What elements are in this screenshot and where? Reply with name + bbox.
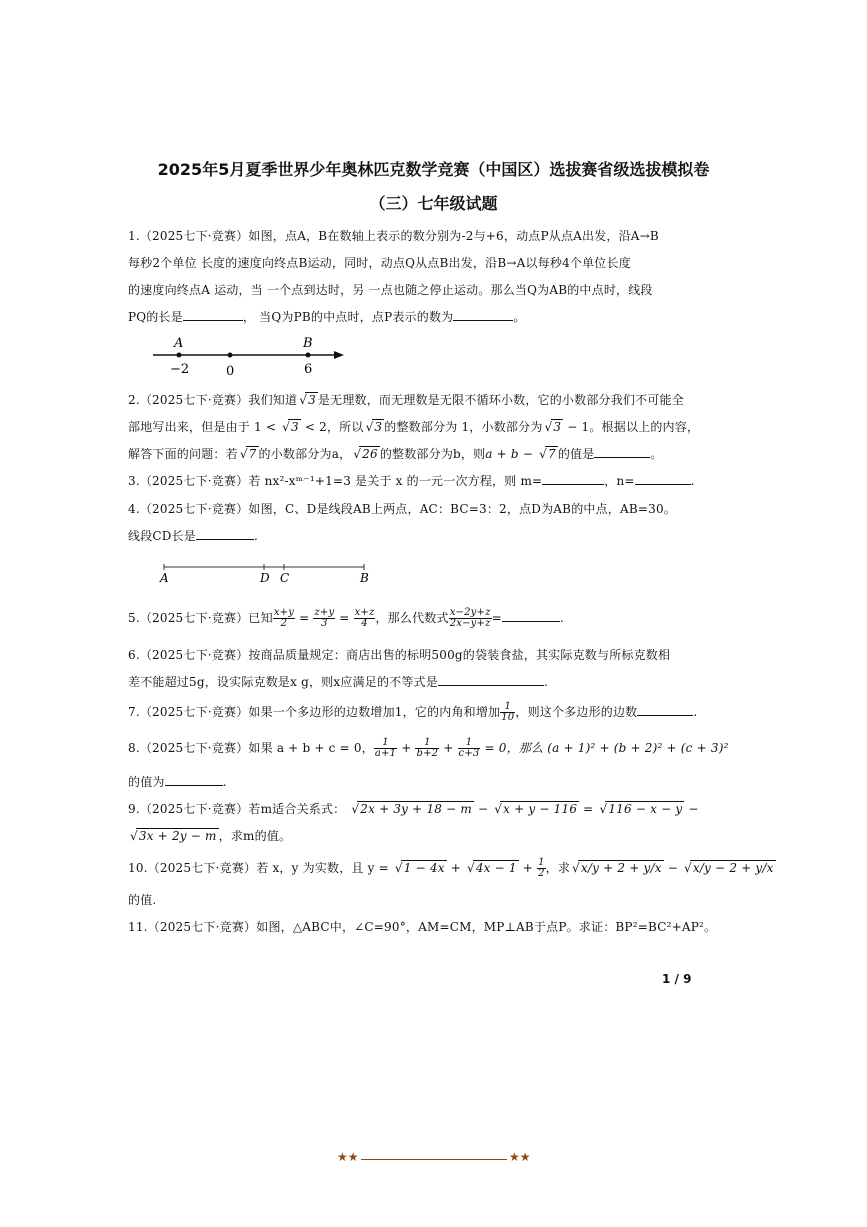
q10-line2: 的值. xyxy=(128,893,157,907)
q9-sqrt-2: √ x + y − 116 xyxy=(500,801,579,816)
star-icon: ★★ xyxy=(509,1150,531,1164)
q1-blank-2[interactable] xyxy=(453,309,513,321)
q5-fraction-3: $\frac{x+z}{4}$ xyxy=(354,607,375,629)
q9-text: ，求m的值。 xyxy=(218,829,292,843)
q1-tick-0: 0 xyxy=(226,364,235,379)
q2-text: 部地写出来，但是由于 1 < xyxy=(128,420,281,434)
q7-fraction: $\frac{1}{10}$ xyxy=(501,701,515,723)
q2-text: 的值是 xyxy=(557,447,595,461)
q4-line1: 4.（2025七下·竞赛）如图，C、D是线段AB上两点，AC：BC=3：2，点D为AB的中点，AB=30。 xyxy=(128,502,677,516)
q10-sqrt-1: √ 1 − 4x xyxy=(401,860,447,875)
q1-blank-1[interactable] xyxy=(183,309,243,321)
q9-sqrt-4: √ 3x + 2y − m xyxy=(136,828,219,843)
q3-line1 xyxy=(128,472,695,489)
star-icon: ★★ xyxy=(337,1150,359,1164)
q2-sqrt3: √ 3 xyxy=(288,419,301,434)
q5-blank[interactable] xyxy=(502,610,560,622)
q2-text: < 2，所以 xyxy=(300,420,364,434)
q2-sqrt3: √ 3 xyxy=(372,419,385,434)
q3-text: 3.（2025七下·竞赛）若 nx²-xᵐ⁻¹+1=3 是关于 x 的一元一次方程，则 m= xyxy=(128,474,543,488)
q9-text: 9.（2025七下·竞赛）若m适合关系式： xyxy=(128,802,350,816)
q10-sqrt-3: √ x/y + 2 + y/x xyxy=(578,860,664,875)
q3-text: ，n= xyxy=(604,474,635,488)
q11-line1: 11.（2025七下·竞赛）如图，△ABC中，∠C=90°，AM=CM，MP⊥AB于点P。求证：BP²=BC²+AP²。 xyxy=(128,920,717,934)
q1-number-line-figure xyxy=(148,333,348,379)
q8-fraction-2: $\frac{1}{b+2}$ xyxy=(416,737,439,759)
q5-fraction-1: $\frac{x+y}{2}$ xyxy=(273,607,295,629)
q10-fraction-half: $\frac{1}{2}$ xyxy=(538,857,545,879)
q6-text: 差不能超过5g，设实际克数是x g，则x应满足的不等式是 xyxy=(128,675,438,689)
q10-line1: 10.（2025七下·竞赛）若 x，y 为实数，且 y = √ 1 − 4x + √ 4x − 1 + $\frac{1}{2}$ ，求√ x/y + 2 + y/x − √ x/y − 2 + y/x xyxy=(128,858,776,879)
q9-line2 xyxy=(128,827,291,844)
q1-tick-a: −2 xyxy=(170,362,190,377)
q4-text: 线段CD长是 xyxy=(128,529,197,543)
q4-label-b: B xyxy=(360,571,369,585)
q7-blank[interactable] xyxy=(637,704,693,716)
q4-blank[interactable] xyxy=(196,528,254,540)
q4-text: . xyxy=(254,529,259,543)
footer-rule xyxy=(361,1159,507,1160)
q10-sqrt-2: √ 4x − 1 xyxy=(473,860,519,875)
q3-blank-n[interactable] xyxy=(635,473,691,485)
q8-fraction-3: $\frac{1}{c+3}$ xyxy=(458,737,480,759)
q9-sqrt-3: √ 116 − x − y xyxy=(605,801,684,816)
page-number: 1 / 9 xyxy=(662,972,692,986)
q7-text: 7.（2025七下·竞赛）如果一个多边形的边数增加1，它的内角和增加 xyxy=(128,705,501,719)
q6-line2: 差不能超过5g，设实际克数是x g，则x应满足的不等式是 . xyxy=(128,675,548,689)
exam-title-line2: （三）七年级试题 xyxy=(369,194,498,213)
q2-sqrt7: √ 7 xyxy=(545,446,558,461)
q5-fraction-4: $\frac{x-2y+z}{2x-y+z}$ xyxy=(449,607,491,629)
footer-ornament xyxy=(337,1150,533,1170)
q4-label-a: A xyxy=(160,571,169,585)
q4-label-c: C xyxy=(280,571,290,585)
q2-text: 。 xyxy=(650,447,663,461)
q7-line1: 7.（2025七下·竞赛）如果一个多边形的边数增加1，它的内角和增加 $\frac{1}{10}$ ，则这个多边形的边数 . xyxy=(128,701,698,723)
q1-text-b: ， 当Q为PB的中点时，点P表示的数为 xyxy=(242,310,454,324)
q7-text: ，则这个多边形的边数 xyxy=(515,705,638,719)
q2-sqrt3: √ 3 xyxy=(305,392,318,407)
q2-line3 xyxy=(128,445,663,462)
q10-text: 10.（2025七下·竞赛）若 x，y 为实数，且 y = xyxy=(128,861,393,875)
q5-text: ，那么代数式 xyxy=(375,611,449,625)
q9-sqrt-1: √ 2x + 3y + 18 − m xyxy=(357,801,474,816)
q1-label-a: A xyxy=(174,336,184,351)
q2-text: 2.（2025七下·竞赛）我们知道 xyxy=(128,393,298,407)
q2-line1 xyxy=(128,391,684,408)
q8-text: 8.（2025七下·竞赛）如果 a + b + c = 0， xyxy=(128,741,374,755)
q4-line2 xyxy=(128,527,258,544)
q2-text: − 1。根据以上的内容， xyxy=(563,420,700,434)
q3-blank-m[interactable] xyxy=(542,473,604,485)
q2-line2 xyxy=(128,418,699,435)
q4-label-d: D xyxy=(260,571,270,585)
q1-line1: 1.（2025七下·竞赛）如图，点A，B在数轴上表示的数分别为-2与+6，动点P从点A出发，沿A→B xyxy=(128,229,659,243)
q2-sqrt3: √ 3 xyxy=(551,419,564,434)
q8-line1: 8.（2025七下·竞赛）如果 a + b + c = 0， $\frac{1}{a+1}$ + $\frac{1}{b+2}$ + $\frac{1}{c+3}$ = 0，那么 (a + 1)² + (b + 2)² + (c + 3)² xyxy=(128,737,729,759)
q2-sqrt26: √ 26 xyxy=(359,446,380,461)
q1-text-c: 。 xyxy=(513,310,526,324)
q1-tick-b: 6 xyxy=(304,362,313,377)
q1-label-b: B xyxy=(303,336,313,351)
q2-text: 的小数部分为a， xyxy=(258,447,352,461)
q1-line2: 每秒2个单位 长度的速度向终点B运动，同时，动点Q从点B出发，沿B→A以每秒4个单位长度 xyxy=(128,256,631,270)
q2-text: 的整数部分为b，则 xyxy=(379,447,486,461)
q1-line4 xyxy=(128,308,526,325)
q5-text: 5.（2025七下·竞赛）已知 xyxy=(128,611,273,625)
q6-line1: 6.（2025七下·竞赛）按商品质量规定：商店出售的标明500g的袋装食盐，其实际克数与所标克数相 xyxy=(128,648,671,662)
q2-text: 是无理数，而无理数是无限不循环小数，它的小数部分我们不可能全 xyxy=(317,393,684,407)
q1-line3: 的速度向终点A 运动，当 一个点到达时，另 一点也随之停止运动。那么当Q为AB的中点时，线段 xyxy=(128,283,653,297)
q2-expression: a + b − xyxy=(485,447,538,461)
q2-sqrt7: √ 7 xyxy=(246,446,259,461)
q1-text-a: PQ的长是 xyxy=(128,310,183,324)
q6-blank[interactable] xyxy=(438,674,544,686)
q8-line2: 的值为 . xyxy=(128,775,227,789)
q10-sqrt-4: √ x/y − 2 + y/x xyxy=(690,860,776,875)
q2-text: 解答下面的问题：若 xyxy=(128,447,238,461)
q4-segment-figure xyxy=(156,560,376,586)
q2-blank[interactable] xyxy=(594,446,650,458)
q8-fraction-1: $\frac{1}{a+1}$ xyxy=(374,737,397,759)
q5-line1: 5.（2025七下·竞赛）已知 $\frac{x+y}{2}$ = $\frac{z+y}{3}$ = $\frac{x+z}{4}$ ，那么代数式 $\frac{x-2y+z}{2x-y+z}$ = . xyxy=(128,607,564,629)
q8-expression: = 0，那么 (a + 1)² + (b + 2)² + (c + 3)² xyxy=(480,741,729,755)
q8-text: 的值为 xyxy=(128,775,165,789)
q10-text: ，求 xyxy=(545,861,571,875)
exam-title-line1: 2025年5月夏季世界少年奥林匹克数学竞赛（中国区）选拔赛省级选拔模拟卷 xyxy=(157,160,710,179)
q8-blank[interactable] xyxy=(165,774,223,786)
q2-text: 的整数部分为 1，小数部分为 xyxy=(384,420,543,434)
q3-text: . xyxy=(690,474,695,488)
q5-fraction-2: $\frac{z+y}{3}$ xyxy=(314,607,335,629)
q9-line1: 9.（2025七下·竞赛）若m适合关系式： √ 2x + 3y + 18 − m − √ x + y − 116 = √ 116 − x − y − xyxy=(128,800,699,817)
